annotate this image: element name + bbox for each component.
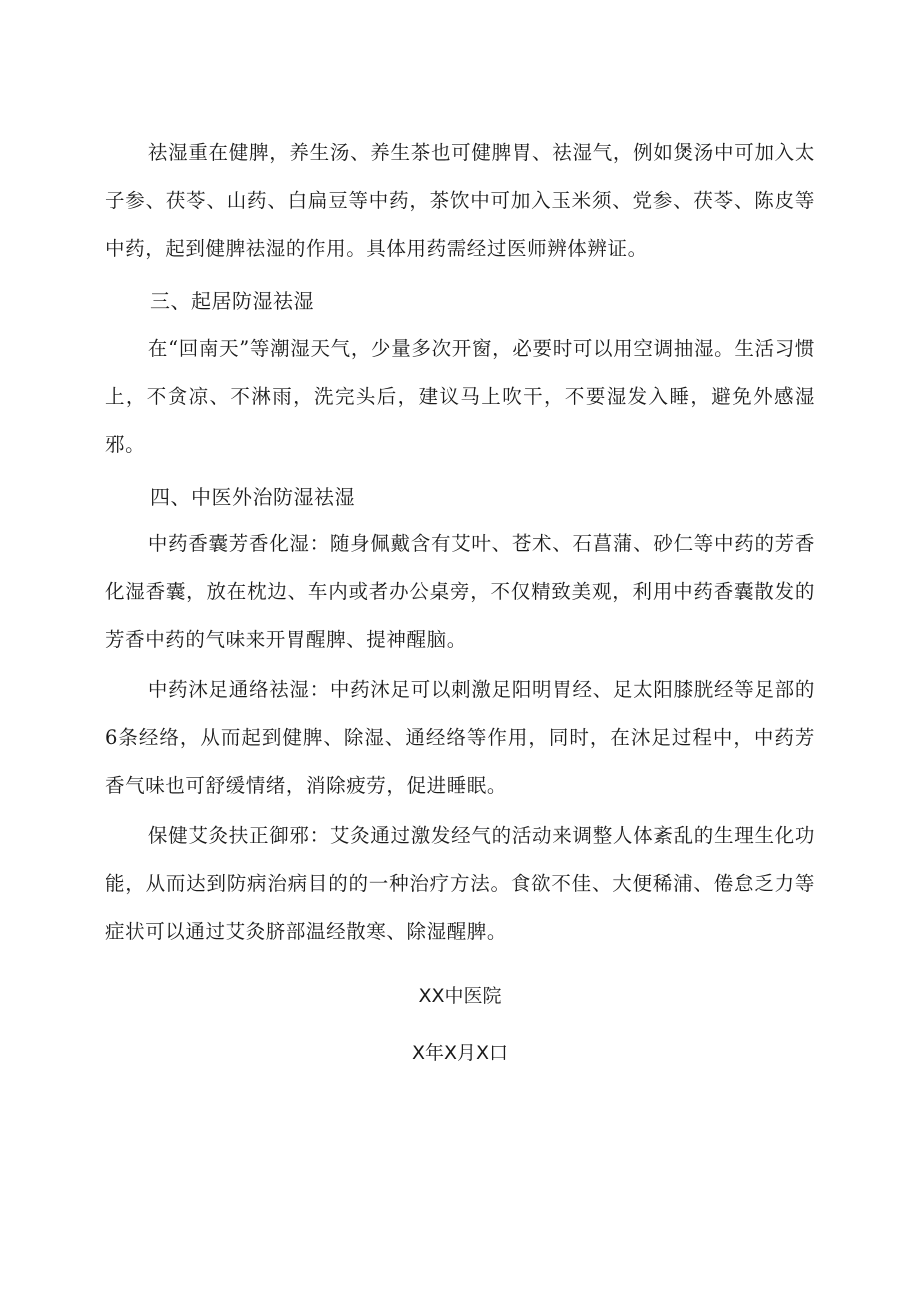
footer-date: X年X月X口	[411, 1042, 509, 1064]
paragraph-foot-bath	[105, 666, 815, 810]
paragraph-lead-moxibustion: 保健艾灸扶正御邪	[147, 824, 310, 847]
paragraph-body-foot-bath: ：中药沐足可以刺激足阳明胃经、足太阳膝胱经等足部的6条经络，从而起到健脾、除湿、通经络等作用，同时，在沐足过程中，中药芳香气味也可舒缓情绪，消除疲劳，促进睡眠。	[105, 678, 815, 797]
paragraph-moxibustion	[105, 812, 815, 956]
paragraph-spleen-tonic: 祛湿重在健脾，养生汤、养生茶也可健脾胃、祛湿气，例如煲汤中可加入太子参、茯苓、山药、白扁豆等中药，茶饮中可加入玉米须、党参、茯苓、陈皮等中药，起到健脾祛湿的作用。具体用药需经过医师辨体辨证。	[105, 141, 815, 260]
section-heading-3: 三、起居防湿祛湿	[150, 289, 314, 313]
paragraph-daily-living: 在“回南天”等潮湿天气，少量多次开窗，必要时可以用空调抽湿。生活习惯上，不贪凉、不淋雨，洗完头后，建议马上吹干，不要湿发入睡，避免外感湿邪。	[105, 337, 815, 456]
paragraph-body-moxibustion: ：艾灸通过激发经气的活动来调整人体紊乱的生理生化功能，从而达到防病治病目的的一种治疗方法。食欲不佳、大便稀浦、倦怠乏力等症状可以通过艾灸脐部温经散寒、除湿醒脾。	[105, 824, 815, 943]
footer-organization: XX中医院	[418, 985, 502, 1007]
paragraph-lead-foot-bath: 中药沐足通络祛湿	[147, 678, 310, 701]
section-heading-4: 四、中医外治防湿祛湿	[150, 485, 355, 509]
paragraph-herbal-sachet: 中药香囊芳香化湿：随身佩戴含有艾叶、苍术、石菖蒲、砂仁等中药的芳香化湿香囊，放在枕边、车内或者办公桌旁，不仅精致美观，利用中药香囊散发的芳香中药的气味来开胃醒脾、提神醒脑。	[105, 532, 815, 651]
